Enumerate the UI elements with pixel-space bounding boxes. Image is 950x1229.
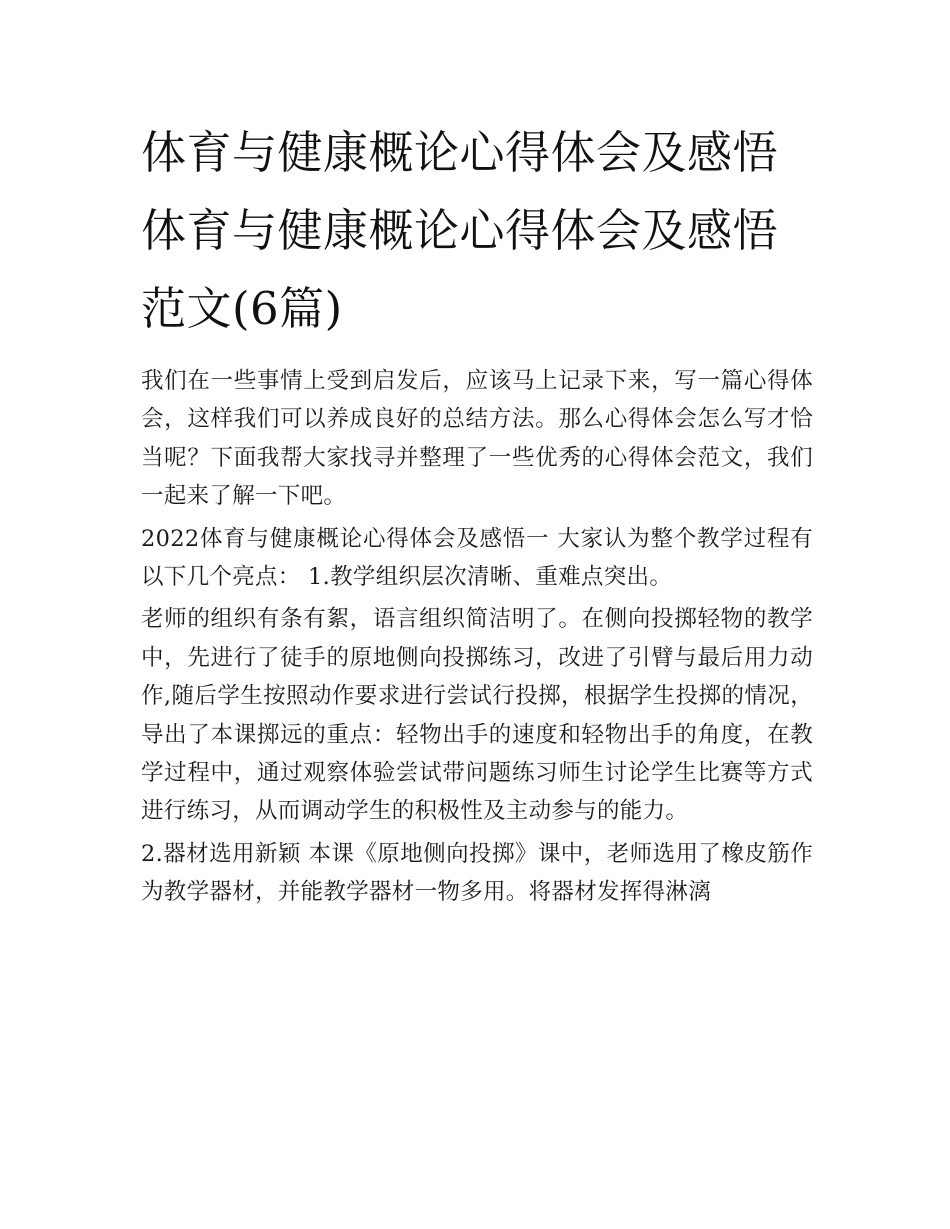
body-paragraph: 2022体育与健康概论心得体会及感悟一 大家认为整个教学过程有以下几个亮点： 1.教学组织层次清晰、重难点突出。 [141, 525, 813, 591]
body-paragraph: 2.器材选用新颖 本课《原地侧向投掷》课中，老师选用了橡皮筋作为教学器材，并能教学器材一物多用。将器材发挥得淋漓 [141, 840, 813, 906]
document-title: 体育与健康概论心得体会及感悟 体育与健康概论心得体会及感悟范文(6篇) [141, 126, 779, 335]
body-paragraph: 老师的组织有条有絮，语言组织简洁明了。在侧向投掷轻物的教学中，先进行了徒手的原地侧向投掷练习，改进了引臂与最后用力动作,随后学生按照动作要求进行尝试行投掷，根据学生投掷的情况，导出了本课掷远的重点：轻物出手的速度和轻物出手的角度，在教学过程中，通过观察体验尝试带问题练习师生讨论学生比赛等方式进行练习，从而调动学生的积极性及主动参与的能力。 [141, 606, 813, 825]
document-content [141, 114, 813, 916]
intro-paragraph: 我们在一些事情上受到启发后，应该马上记录下来，写一篇心得体会，这样我们可以养成良好的总结方法。那么心得体会怎么写才恰当呢？下面我帮大家找寻并整理了一些优秀的心得体会范文，我们一起来了解一下吧。 [141, 368, 813, 510]
